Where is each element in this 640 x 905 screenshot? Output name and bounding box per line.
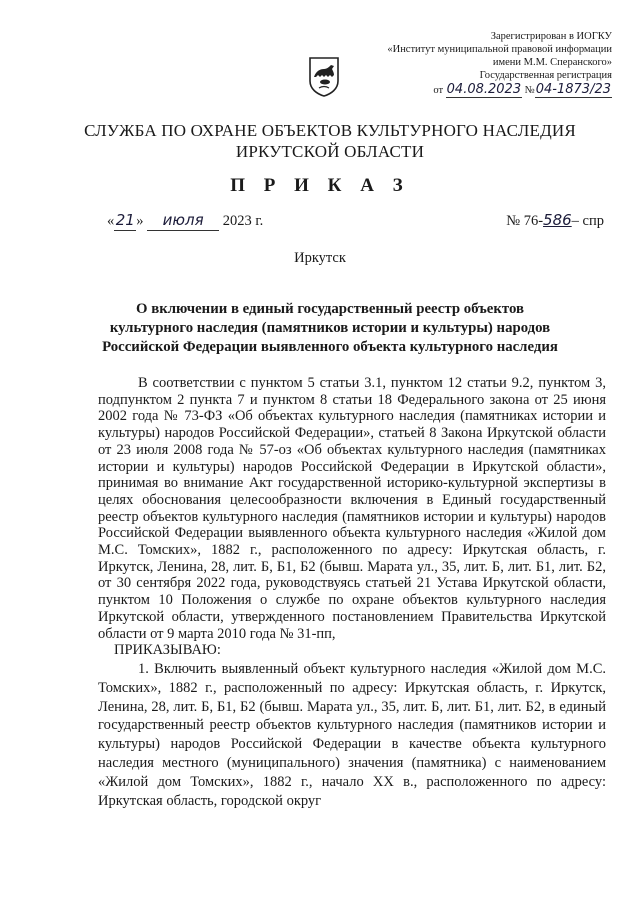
agency-name — [60, 120, 600, 162]
order-item-1: 1. Включить выявленный объект культурного наследия «Жилой дом М.С. Томских», 1882 г., расположенный по адресу: Иркутская область, г. Иркутск, Ленина, 28, лит. Б, Б1, Б2 (бывш. Марата ул., 35, лит. Б, лит. Б1, лит. Б2, в единый государственный реестр объектов культурного наследия (памятников истории и культуры) народов Российской Федерации в качестве объекта культурного наследия местного (муниципального) значения (памятника) с наименованием «Жилой дом Томских», 1882 г., начало XX в., расположенного по адресу: Иркутская область, городской округ — [98, 660, 606, 809]
orders-word: ПРИКАЗЫВАЮ: — [114, 642, 221, 659]
registration-number-line — [352, 83, 612, 97]
order-number-prefix: № 76- — [506, 213, 544, 229]
registration-line-4: Государственная регистрация — [479, 70, 612, 81]
date-month-handwritten: июля — [162, 211, 204, 229]
registration-line-1: Зарегистрирован в ИОГКУ — [490, 31, 612, 42]
preamble-paragraph: В соответствии с пунктом 5 статьи 3.1, пунктом 12 статьи 9.2, пунктом 3, подпунктом 2 пункта 7 и пунктом 8 статьи 18 Федерального закона от 25 июня 2002 года № 73-ФЗ «Об объектах культурного наследия (памятниках истории и культуры) народов Российской Федерации», статьей 8 Закона Иркутской области от 23 июля 2008 года № 57-оз «Об объектах культурного наследия (памятниках истории и культуры) народов Российской Федерации в Иркутской области», принимая во внимание Акт государственной историко-культурной экспертизы в целях обоснования целесообразности включения в Единый государственный реестр объектов культурного наследия (памятников истории и культуры) народов Российской Федерации выявленного объекта культурного наследия «Жилой дом М.С. Томских», 1882 г., расположенного по адресу: Иркутская область, г. Иркутск, Ленина, 28, лит. Б, Б1, Б2 (бывш. Марата ул., 35, лит. Б, лит. Б1, лит. Б2, от 30 сентября 2022 года, руководствуясь статьей 21 Устава Иркутской области, пунктом 10 Положения о службе по охране объектов культурного наследия Иркутской области, утвержденного постановлением Правительства Иркутской области от 9 марта 2010 года № 31-пп, — [98, 375, 606, 642]
order-number — [506, 211, 604, 230]
registration-no-label: № — [524, 85, 535, 96]
agency-name-line-1: СЛУЖБА ПО ОХРАНЕ ОБЪЕКТОВ КУЛЬТУРНОГО НАСЛЕДИЯ — [84, 121, 576, 140]
document-type-title: П Р И К А З — [230, 175, 410, 196]
order-date — [107, 211, 263, 231]
registration-line-3: имени М.М. Сперанского» — [492, 57, 612, 68]
date-year: 2023 г. — [222, 213, 264, 229]
agency-name-line-2: ИРКУТСКОЙ ОБЛАСТИ — [235, 142, 425, 161]
irkutsk-coat-of-arms-icon — [307, 55, 341, 97]
city-name: Иркутск — [294, 250, 346, 266]
order-subject: О включении в единый государственный реестр объектов культурного наследия (памятников истории и культуры) народов Российской Федерации выявленного объекта культурного наследия — [102, 301, 558, 355]
order-number-handwritten: 586 — [543, 211, 572, 229]
order-body — [98, 375, 606, 810]
date-close-quote: » — [136, 213, 144, 229]
registration-from-label: от — [433, 85, 444, 96]
date-month-field — [147, 211, 219, 231]
registration-date-handwritten: 04.08.2023 — [446, 82, 522, 97]
registration-line-2: «Институт муниципальной правовой информации — [387, 44, 612, 55]
registration-number-handwritten: 04-1873/23 — [535, 82, 611, 97]
order-number-suffix: – спр — [571, 213, 604, 229]
date-day-field — [114, 211, 136, 231]
registration-stamp — [352, 30, 612, 97]
date-day-handwritten: 21 — [115, 211, 135, 229]
date-open-quote: « — [107, 213, 115, 229]
